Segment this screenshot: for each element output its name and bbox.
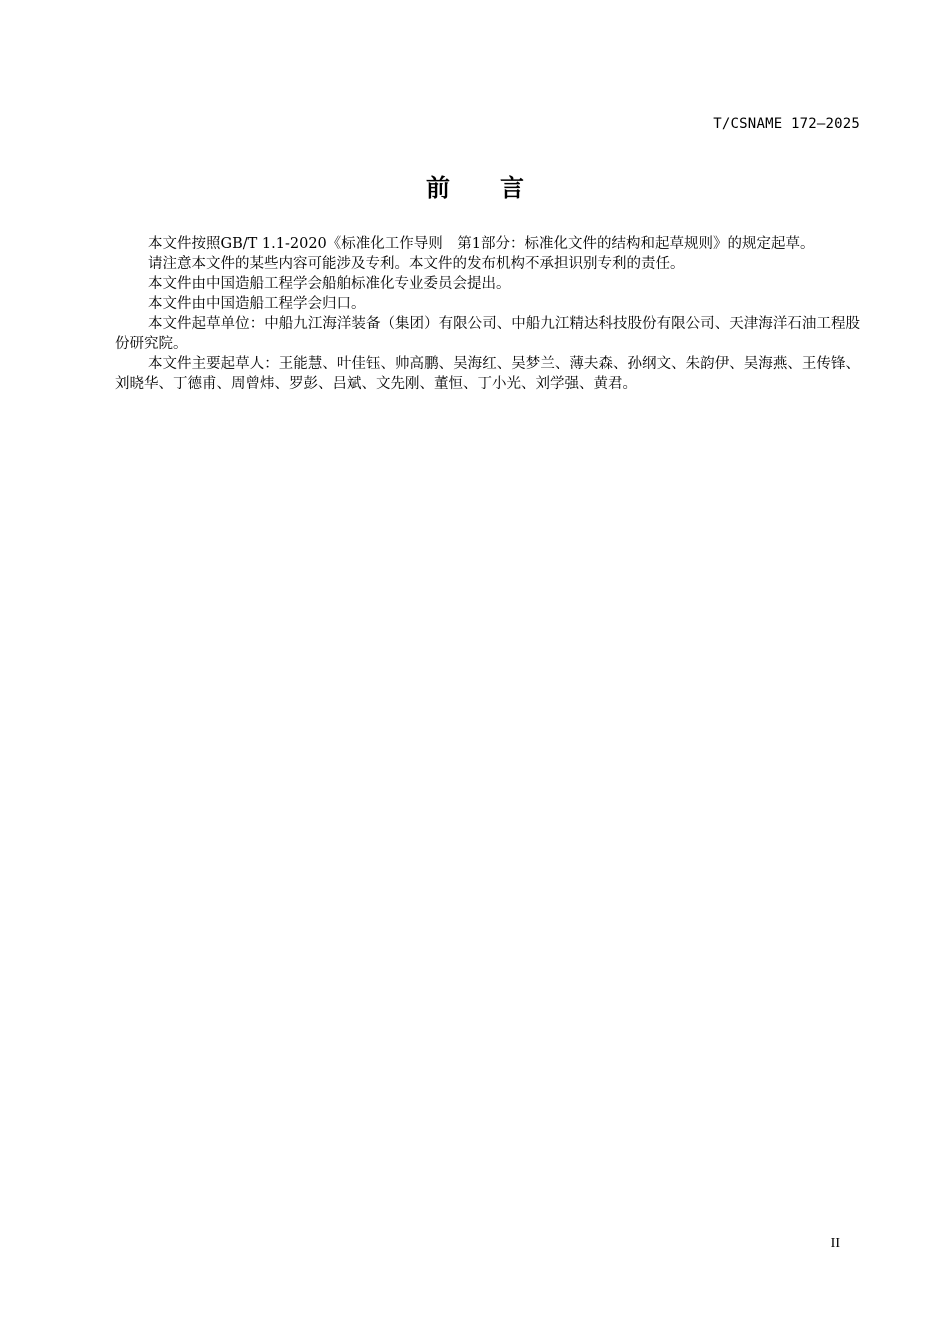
paragraph-drafting-units: 本文件起草单位：中船九江海洋装备（集团）有限公司、中船九江精达科技股份有限公司、天津海洋石油工程股份研究院。 bbox=[115, 316, 860, 352]
paragraph-main-drafters: 本文件主要起草人：王能慧、叶佳钰、帅高鹏、吴海红、吴梦兰、薄夫森、孙纲文、朱韵伊、吴海燕、王传锋、刘晓华、丁德甫、周曾炜、罗彭、吕斌、文先刚、董恒、丁小光、刘学强、黄君。 bbox=[115, 356, 860, 392]
paragraph-proposer: 本文件由中国造船工程学会船舶标准化专业委员会提出。 bbox=[148, 276, 511, 292]
document-id: T/CSNAME 172—2025 bbox=[713, 116, 860, 132]
paragraph-patent-notice: 请注意本文件的某些内容可能涉及专利。本文件的发布机构不承担识别专利的责任。 bbox=[148, 256, 685, 272]
paragraph-drafting-rules: 本文件按照GB/T 1.1-2020《标准化工作导则 第1部分：标准化文件的结构和起草规则》的规定起草。 bbox=[148, 236, 815, 252]
document-body bbox=[115, 234, 860, 394]
page-number: II bbox=[830, 1236, 840, 1251]
page-title: 前言 bbox=[426, 174, 574, 202]
paragraph-centralized-by: 本文件由中国造船工程学会归口。 bbox=[148, 296, 366, 312]
